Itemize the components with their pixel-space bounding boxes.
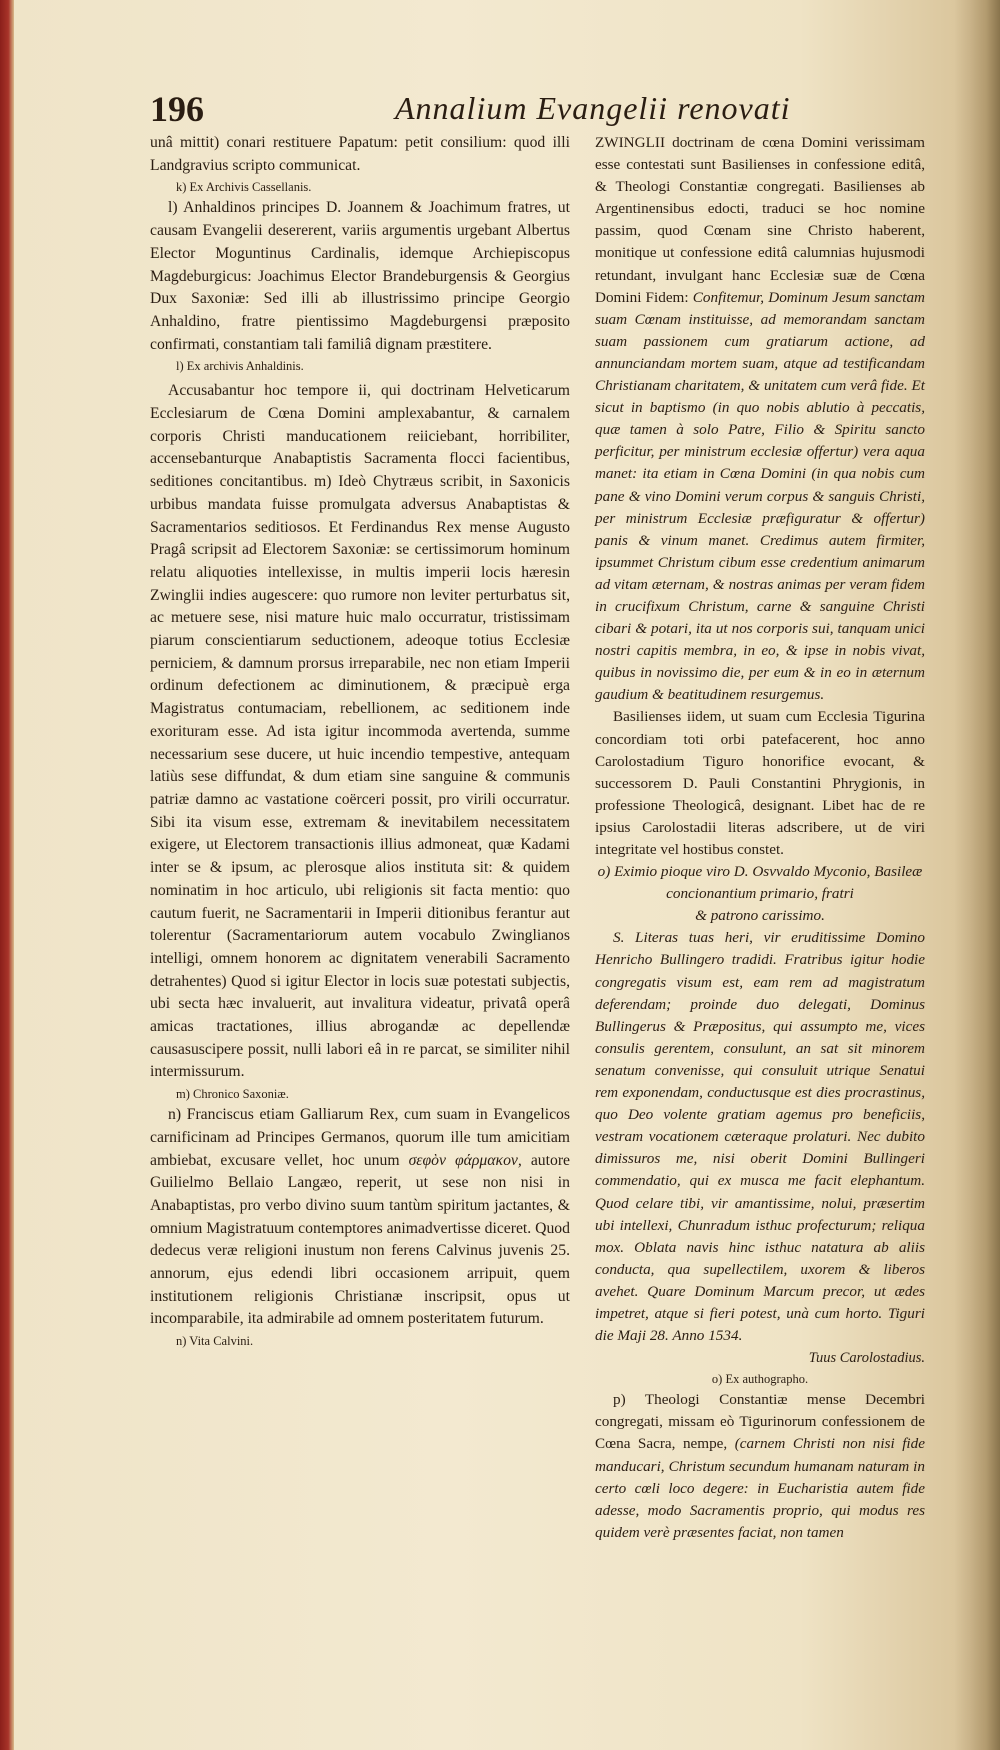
footnote-k: k) Ex Archivis Cassellanis. [176,180,312,195]
right-column [595,132,925,1544]
page-fold-shadow [954,0,1000,1750]
page-number: 196 [150,89,204,129]
footnote-m: m) Chronico Saxoniæ. [176,1087,289,1102]
paragraph-n-start: n) Franciscus etiam Galliarum Rex, cum suam in Evangelicos carnificinam ad Principes Germanos, quorum ille tum amicitiam ambiebat, excusare vellet, hoc unum [150,1106,570,1169]
paragraph-zwinglii [595,132,925,706]
page-header [150,88,840,132]
paragraph-p-text: p) Theologi Constantiæ mense Decembri congregati, missam eò Tigurinorum confessionem de Cœna Sacra, nempe, [595,1391,925,1453]
footnote-l: l) Ex archivis Anhaldinis. [176,359,304,374]
letter-address-1: o) Eximio pioque viro D. Osvvaldo Myconio, Basileæ concionantium primario, fratri [597,863,923,903]
footnote-n: n) Vita Calvini. [176,1334,254,1349]
paragraph-continuation: unâ mittit) conari restituere Papatum: petit consilium: quod illi Landgravius scripto communicat. [150,134,570,174]
paragraph-p [595,1389,925,1544]
letter-body: S. Literas tuas heri, vir eruditissime Domino Henricho Bullingero tradidi. Fratribus igitur hodie congregatis visum est, eam rem ad magistratum deferendam; proinde duo delegati, Dominus Bullingerus & Præpositus, qui assumpto me, vices consulis gerentem, consulunt, an sat sit minorem senatum convenisse, qui consuluit utrique Senatui rem exponendam, conductusque est dies procrastinus, quo Deo volente gratiam agemus pro beneficiis, vestram vocationem cæteraque prolaturi. Nec dubito dimissuros me, nisi oberit Domini Bullingeri commendatio, qui ex musca me facit elephantum. Quod celare tibi, vir amantissime, nolui, præsertim ubi intellexi, Chunradum isthuc profecturum; reliqua mox. Oblata navis hinc isthuc natatura ab aliis conducta, qua supellectilem, uxorem & liberos avehet. Quare Dominum Marcum precor, ut ædes impetret, atque si fieri potest, unà cum horto. Tiguri die Maji 28. Anno 1534. [595,929,925,1345]
paragraph-p-quote: (carnem Christi non nisi fide manducari, Christum secundum humanam naturam in certo cœli loco degere: in Eucharistia autem fide adesse, modo Sacramentis proprio, qui modus res quidem verè præsentes faciat, non tamen [595,1435,925,1541]
paragraph-n [150,1104,570,1331]
paragraph-zwinglii-text: ZWINGLII doctrinam de cœna Domini verissimam esse contestati sunt Basilienses in confessione editâ, & Theologi Constantiæ congregati. Basilienses ab Argentinensibus edocti, traduci se hoc nomine passim, quod Cœnam sine Christo haberent, monitique ut confessione editâ calumnias hujusmodi retundant, invulgant hanc Ecclesiæ suæ de Cœna Domini Fidem: [595,134,925,306]
letter-signature: Tuus Carolostadius. [808,1350,925,1367]
running-title: Annalium Evangelii renovati [395,90,791,126]
paragraph-l: l) Anhaldinos principes D. Joannem & Joachimum fratres, ut causam Evangelii desererent, variis argumentis urgebant Albertus Elector Moguntinus Cardinalis, idemque Archiepiscopus Magdeburgicus: Joachimus Elector Brandeburgensis & Georgius Dux Saxoniæ: Sed illi ab illustrissimo principe Georgio Anhaldino, fratre pientissimo Magdeburgensi præposito confirmati, constantiam tali familiâ dignam præstitere. [150,199,570,353]
page-edge-binding [0,0,14,1750]
letter-address-2: & patrono carissimo. [695,907,825,925]
footnote-o: o) Ex authographo. [711,1372,809,1387]
greek-phrase: σεφὸν φάρμακον, [408,1151,522,1169]
left-column [150,132,570,1351]
paragraph-n-end: autore Guilielmo Bellaio Langæo, reperit, ut sese non nisi in Anabaptistas, pro verbo divino suum tantùm spiritum jactantes, & omnium Magistratuum contemptores animadvertisse diceret. Quod dedecus veræ religioni inustum non ferens Calvinus juvenis 25. annorum, ejus edendi libri occasionem arripuit, quem institutionem religionis Christianæ inscripsit, opus ut incomparabile, ita admirabile ad omnem posteritatem futurum. [150,1151,571,1328]
confession-quote: Confitemur, Dominum Jesum sanctam suam Cœnam instituisse, ad memorandam sanctam suam passionem cum gratiarum actione, ad annunciandam mortem suam, atque ad testificandam Christianam charitatem, & unitatem cum verâ fide. Et sicut in baptismo (in quo nobis ablutio à peccatis, quæ tamen à solo Patre, Filio & Spiritu sancto perficitur, per ministrum ecclesiæ offertur) vera aqua manet: ita etiam in Cœna Domini (in qua nobis cum pane & vino Domini verum corpus & sanguis Christi, per ministrum Ecclesiæ præfiguratur & offertur) panis & vinum manet. Credimus autem firmiter, ipsummet Christum cibum esse credentium animarum ad vitam æternam, & nostras animas per veram fidem in crucifixum Christum, carne & sanguine Christi cibari & potari, ita ut nos corporis sui, tanquam unici nostri capitis membra, in eo, & ipse in nobis vivat, quibus in novissimo die, per eum & in eo in æternum gaudium & beatitudinem resurgemus. [595,288,926,704]
paragraph-basilienses: Basilienses iidem, ut suam cum Ecclesia Tigurina concordiam toti orbi patefacerent, hoc anno Carolostadium Tiguro honorifice evocant, & successorem D. Pauli Constantini Phrygionis, in professione Theologicâ, designant. Libet hac de re ipsius Carolostadii literas adscribere, ut de viri integritate vel hostibus constet. [595,708,925,858]
paragraph-main: Accusabantur hoc tempore ii, qui doctrinam Helveticarum Ecclesiarum de Cœna Domini amplexabantur, & carnalem corporis Christi manducationem reiiciebant, horribiliter, accensebanturque Anabaptistis Sacramenta flocci facientibus, seditiones concitantibus. m) Ideò Chytræus scribit, in Saxonicis urbibus mandata fuisse promulgata adversus Anabaptistas & Sacramentarios seditiosos. Et Ferdinandus Rex mense Augusto Pragâ scripsit ad Electorem Saxoniæ: se certissimorum hominum relatu aliquoties intellexisse, in multis imperii locis hæresin Zwinglii indies augescere: quo rumore non leviter perturbatus sit, ac metuere sese, nisi mature huic malo occurratur, tristissimam piarum conscientiarum seductionem, adeoque totius Ecclesiæ perniciem, & damnum prorsus irreparabile, nec non etiam Imperii ordinum defectionem ac diminutionem, & præcipuè erga Magistratus contumaciam, rebellionem, ac seditionem inde exorituram esse. Ad ista igitur incommoda avertenda, summe necessarium sese ducere, ut huic incendio tempestive, antequam latiùs sese diffundat, & dum etiam sine sanguine & communis patriæ damno ac vastatione coërceri possit, pro virili occurratur. Sibi ita visum esse, extremam & inevitabilem necessitatem exigere, ut Electorem transactionis illius admoneat, quæ Kadami inter se & ipsum, ac plerosque alios instituta sit: & quidem nominatim in hoc articulo, ubi religionis sit facta mentio: quo cautum fuerit, ne Sacramentarii in Imperii ditionibus ferantur aut tolerentur (Sacramentariorum autem vocabulo Zwinglianos intelligi, omnem honorem ac dignitatem venerabili Sacramento detrahentes) Quod si igitur Elector in locis suæ potestati subjectis, ubi secta hæc invaluerit, aut invalitura videatur, privatâ operâ amicas tractationes, illius abrogandæ ac depellendæ causasuscipere possit, nulli labori eâ in re parcat, se similiter nihil intermissurum. [150,382,570,1081]
